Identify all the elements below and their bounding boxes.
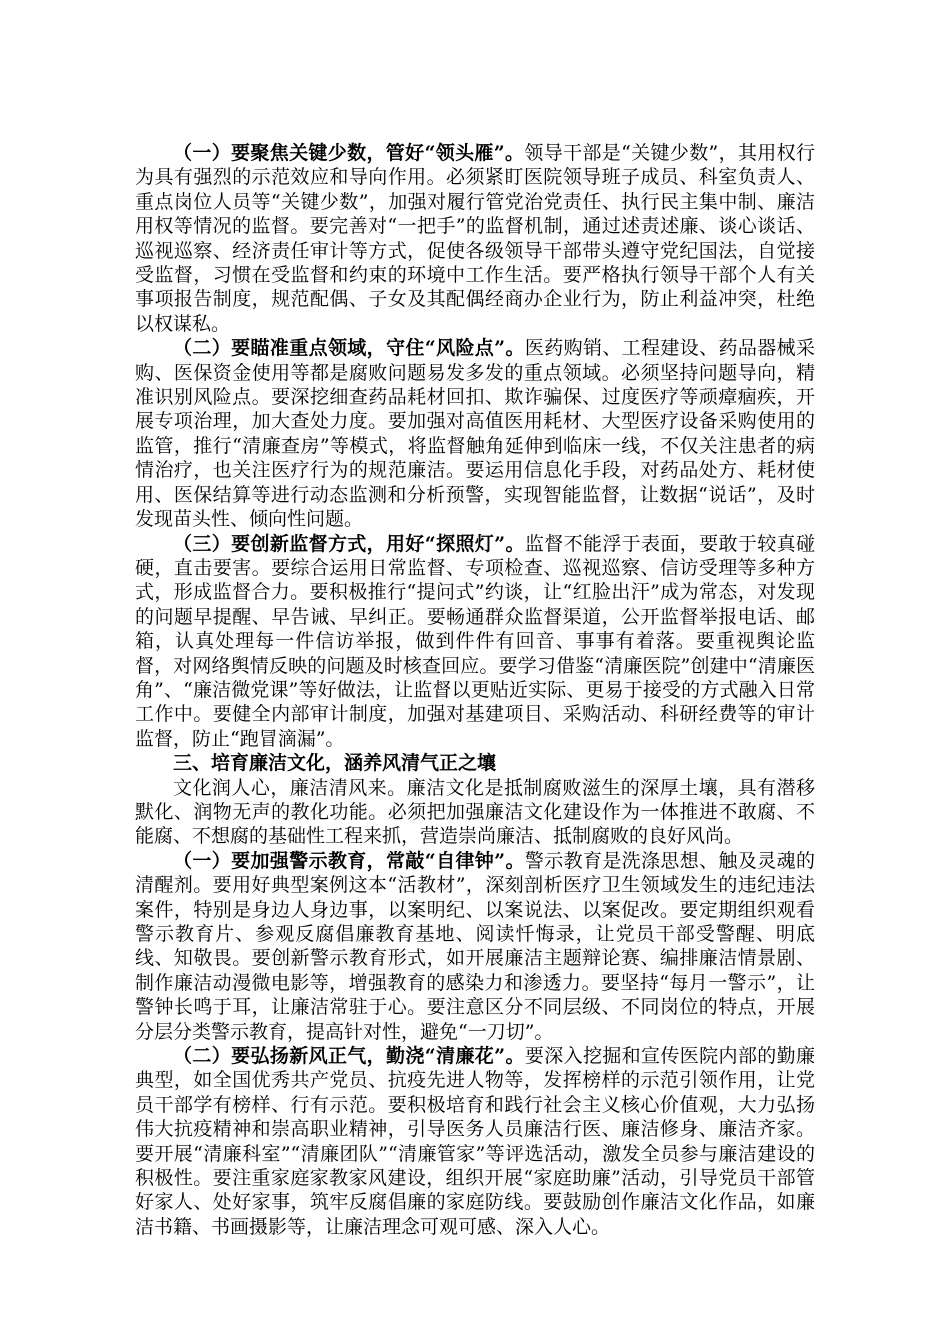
- paragraph-lead: （二）要弘扬新风正气，勤浇“清廉花”。: [173, 1045, 525, 1068]
- paragraph-body: 领导干部是“关键少数”，其用权行为具有强烈的示范效应和导向作用。必须紧盯医院领导班子成员、科室负责人、重点岗位人员等“关键少数”，加强对履行管党治党责任、执行民主集中制、廉洁用权等情况的监督。要完善对“一把手”的监督机制，通过述责述廉、谈心谈话、巡视巡察、经济责任审计等方式，促使各级领导干部带头遵守党纪国法，自觉接受监督，习惯在受监督和约束的环境中工作生活。要严格执行领导干部个人有关事项报告制度，规范配偶、子女及其配偶经商办企业行为，防止利益冲突，杜绝以权谋私。: [135, 142, 815, 335]
- paragraph-lead: （一）要加强警示教育，常敲“自律钟”。: [173, 849, 525, 872]
- paragraph-body: 医药购销、工程建设、药品器械采购、医保资金使用等都是腐败问题易发多发的重点领域。必须坚持问题导向，精准识别风险点。要深挖细查药品耗材回扣、欺诈骗保、过度医疗等顽瘴痼疾，开展专项治理，加大查处力度。要加强对高值医用耗材、大型医疗设备采购使用的监管，推行“清廉查房”等模式，将监督触角延伸到临床一线，不仅关注患者的病情治疗，也关注医疗行为的规范廉洁。要运用信息化手段，对药品处方、耗材使用、医保结算等进行动态监测和分析预警，实现智能监督，让数据“说话”，及时发现苗头性、倾向性问题。: [135, 337, 815, 531]
- document-page: [135, 141, 815, 1239]
- paragraph-lead: （二）要瞄准重点领域，守住“风险点”。: [173, 337, 525, 360]
- paragraph-new-ethos: [135, 1044, 815, 1239]
- paragraph-warning-education: [135, 849, 815, 1044]
- paragraph-body: 警示教育是洗涤思想、触及灵魂的清醒剂。要用好典型案例这本“活教材”，深刻剖析医疗卫生领域发生的违纪违法案件，特别是身边人身边事，以案明纪、以案说法、以案促改。要定期组织观看警示教育片、参观反腐倡廉教育基地、阅读忏悔录，让党员干部受警醒、明底线、知敬畏。要创新警示教育形式，如开展廉洁主题辩论赛、编排廉洁情景剧、制作廉洁动漫微电影等，增强教育的感染力和渗透力。要坚持“每月一警示”，让警钟长鸣于耳，让廉洁常驻于心。要注意区分不同层级、不同岗位的特点，开展分层分类警示教育，提高针对性，避免“一刀切”。: [135, 849, 815, 1043]
- paragraph-lead: （一）要聚焦关键少数，管好“领头雁”。: [173, 142, 525, 164]
- paragraph-key-minority: [135, 141, 815, 336]
- paragraph-body: 要深入挖掘和宣传医院内部的勤廉典型，如全国优秀共产党员、抗疫先进人物等，发挥榜样的示范引领作用，让党员干部学有榜样、行有示范。要积极培育和践行社会主义核心价值观，大力弘扬伟大抗疫精神和崇高职业精神，引导医务人员廉洁行医、廉洁修身、廉洁齐家。要开展“清廉科室”“清廉团队”“清廉管家”等评选活动，激发全员参与廉洁建设的积极性。要注重家庭家教家风建设，组织开展“家庭助廉”活动，引导党员干部管好家人、处好家事，筑牢反腐倡廉的家庭防线。要鼓励创作廉洁文化作品，如廉洁书籍、书画摄影等，让廉洁理念可观可感、深入人心。: [135, 1045, 815, 1238]
- paragraph-body: 监督不能浮于表面，要敢于较真碰硬，直击要害。要综合运用日常监督、专项检查、巡视巡察、信访受理等多种方式，形成监督合力。要积极推行“提问式”约谈，让“红脸出汗”成为常态，对发现的问题早提醒、早告诫、早纠正。要畅通群众监督渠道，公开监督举报电话、邮箱，认真处理每一件信访举报，做到件件有回音、事事有着落。要重视舆论监督，对网络舆情反映的问题及时核查回应。要学习借鉴“清廉医院”创建中“清廉医角”、“廉洁微党课”等好做法，让监督以更贴近实际、更易于接受的方式融入日常工作中。要健全内部审计制度，加强对基建项目、采购活动、科研经费等的审计监督，防止“跑冒滴漏”。: [135, 532, 815, 750]
- paragraph-lead: （三）要创新监督方式，用好“探照灯”。: [173, 532, 525, 555]
- section-heading: 三、培育廉洁文化，涵养风清气正之壤: [173, 752, 497, 775]
- paragraph-key-areas: [135, 336, 815, 531]
- paragraph-supervision-methods: [135, 532, 815, 752]
- section-intro: 文化润人心，廉洁清风来。廉洁文化是抵制腐败滋生的深厚土壤，具有潜移默化、润物无声的教化功能。必须把加强廉洁文化建设作为一体推进不敢腐、不能腐、不想腐的基础性工程来抓，营造崇尚廉洁、抵制腐败的良好风尚。: [135, 776, 815, 848]
